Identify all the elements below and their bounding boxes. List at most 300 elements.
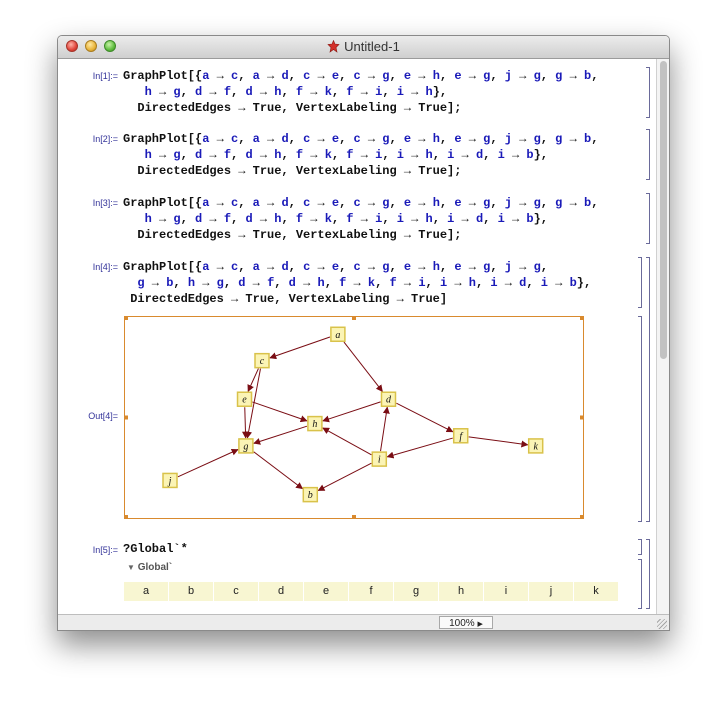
vertex-label: g: [243, 441, 249, 453]
code-variable: e: [331, 132, 340, 146]
code-token: ,: [238, 69, 253, 83]
triangle-down-icon[interactable]: ▼: [127, 563, 135, 572]
cell-label: In[1]:=: [92, 71, 118, 81]
edge-e-g: [245, 407, 246, 438]
global-symbol-f[interactable]: f: [349, 582, 394, 601]
global-symbol-c[interactable]: c: [214, 582, 259, 601]
code-token: ,: [173, 276, 188, 290]
code-token: ,: [389, 196, 404, 210]
code-token: ,: [591, 132, 599, 146]
code-token: ,: [432, 148, 448, 162]
global-symbol-j[interactable]: j: [529, 582, 574, 601]
code-token: →: [461, 69, 484, 83]
code-variable: i: [447, 212, 455, 226]
code-variable: h: [144, 85, 152, 99]
code-token: →: [259, 69, 282, 83]
vertex-f: [454, 429, 468, 443]
code-variable: j: [504, 132, 512, 146]
vertex-k: [529, 439, 543, 453]
cell-group-bracket[interactable]: [646, 257, 650, 522]
code-token: →: [259, 132, 282, 146]
code-variable: f: [267, 276, 275, 290]
code-variable: c: [231, 132, 239, 146]
code-variable: d: [475, 148, 484, 162]
code-variable: j: [504, 260, 512, 274]
code-variable: i: [396, 212, 404, 226]
code-token: →: [252, 148, 275, 162]
cell-bracket[interactable]: [646, 129, 650, 180]
code-token: ,: [281, 148, 296, 162]
code-token: ,: [483, 212, 498, 226]
code-variable: i: [375, 148, 383, 162]
code-token: DirectedEdges → True, VertexLabeling → True];: [123, 228, 462, 242]
code-token: →: [403, 85, 426, 99]
vertex-label: h: [312, 419, 318, 431]
code-token: ,: [382, 212, 397, 226]
edge-d-f: [396, 403, 452, 432]
input-cell-2[interactable]: [123, 131, 598, 179]
edge-a-d: [344, 342, 382, 391]
code-variable: g: [555, 196, 563, 210]
mathematica-document-icon: [327, 40, 340, 53]
cell-bracket[interactable]: [646, 193, 650, 244]
code-token: ,: [526, 276, 541, 290]
code-token: →: [461, 132, 484, 146]
code-variable: a: [202, 69, 210, 83]
code-token: ,: [288, 260, 304, 274]
code-variable: a: [202, 260, 210, 274]
code-variable: i: [497, 212, 505, 226]
code-token: ,: [281, 212, 296, 226]
code-variable: g: [533, 196, 541, 210]
code-variable: g: [555, 132, 563, 146]
code-variable: k: [324, 85, 332, 99]
code-token: [123, 212, 145, 226]
code-token: →: [252, 212, 275, 226]
code-token: ,: [274, 276, 289, 290]
code-token: ,: [540, 196, 556, 210]
code-token: →: [195, 276, 217, 290]
code-variable: k: [324, 148, 332, 162]
cell-bracket[interactable]: [646, 67, 650, 118]
selection-handle[interactable]: [580, 515, 584, 519]
code-token: ,: [389, 132, 404, 146]
cell-label: In[4]:=: [92, 262, 118, 272]
code-variable: g: [382, 69, 390, 83]
zoom-menu[interactable]: 100% ▶: [439, 616, 493, 629]
code-token: →: [511, 132, 534, 146]
code-token: →: [151, 148, 174, 162]
selection-handle[interactable]: [124, 515, 128, 519]
code-token: GraphPlot[{: [123, 196, 203, 210]
notebook-content[interactable]: [58, 59, 656, 614]
code-token: ,: [439, 69, 455, 83]
code-token: →: [151, 85, 174, 99]
code-token: →: [310, 69, 332, 83]
code-variable: h: [144, 148, 152, 162]
code-token: ,: [331, 148, 347, 162]
code-token: ,: [339, 196, 354, 210]
code-variable: c: [303, 196, 311, 210]
code-token: ,: [375, 276, 390, 290]
code-token: →: [303, 212, 325, 226]
code-token: →: [202, 85, 224, 99]
code-token: ,: [439, 196, 455, 210]
code-token: →: [511, 196, 534, 210]
code-variable: f: [295, 212, 304, 226]
edge-a-c: [270, 337, 330, 358]
code-variable: a: [252, 196, 260, 210]
code-token: ,: [475, 276, 491, 290]
code-token: ,: [238, 132, 253, 146]
vertex-i: [372, 452, 386, 466]
code-token: →: [209, 260, 232, 274]
code-variable: b: [166, 276, 174, 290]
vertex-label: k: [533, 441, 538, 453]
code-token: →: [310, 196, 332, 210]
code-variable: h: [187, 276, 196, 290]
code-variable: i: [439, 276, 448, 290]
code-token: [123, 85, 145, 99]
code-token: ,: [238, 196, 253, 210]
code-variable: k: [367, 276, 376, 290]
code-token: →: [310, 260, 332, 274]
code-variable: h: [432, 132, 440, 146]
code-token: →: [403, 212, 426, 226]
code-variable: d: [281, 196, 289, 210]
code-variable: k: [324, 212, 332, 226]
code-variable: f: [346, 148, 354, 162]
scrollbar-thumb[interactable]: [660, 61, 667, 359]
code-token: →: [252, 85, 275, 99]
code-token: [123, 148, 145, 162]
code-variable: b: [583, 69, 592, 83]
cell-label: In[5]:=: [92, 545, 118, 555]
code-variable: e: [403, 132, 412, 146]
global-symbol-a[interactable]: a: [124, 582, 169, 601]
code-variable: j: [504, 69, 512, 83]
code-variable: b: [526, 212, 534, 226]
code-token: →: [504, 148, 527, 162]
code-token: ,: [540, 260, 548, 274]
global-symbol-i[interactable]: i: [484, 582, 529, 601]
code-token: ,: [281, 85, 296, 99]
code-token: ,: [324, 276, 340, 290]
code-token: →: [461, 260, 484, 274]
code-token: →: [497, 276, 520, 290]
code-variable: c: [303, 132, 311, 146]
code-token: ,: [382, 85, 397, 99]
cell-bracket[interactable]: [638, 257, 642, 308]
resize-grip[interactable]: [657, 619, 667, 629]
graph-plot-output[interactable]: [124, 316, 584, 519]
global-symbols-table: [124, 582, 619, 601]
code-variable: c: [231, 69, 239, 83]
code-variable: f: [295, 148, 304, 162]
cell-label: In[3]:=: [92, 198, 118, 208]
vertex-j: [163, 473, 177, 487]
code-variable: h: [468, 276, 476, 290]
code-variable: i: [375, 85, 383, 99]
edge-f-k: [469, 437, 528, 445]
code-token: DirectedEdges → True, VertexLabeling → True];: [123, 101, 462, 115]
global-symbol-e[interactable]: e: [304, 582, 349, 601]
code-token: →: [346, 276, 368, 290]
code-variable: h: [432, 69, 440, 83]
code-token: →: [303, 148, 325, 162]
cell-bracket[interactable]: [638, 539, 642, 555]
code-variable: h: [317, 276, 325, 290]
vertex-label: i: [377, 454, 381, 466]
code-token: →: [353, 85, 376, 99]
code-token: ,: [389, 69, 404, 83]
notebook-window: [57, 35, 670, 631]
edge-j-g: [178, 450, 238, 477]
code-token: DirectedEdges → True, VertexLabeling → True]: [123, 292, 448, 306]
vertex-e: [238, 392, 252, 406]
code-token: →: [511, 69, 534, 83]
code-variable: g: [216, 276, 224, 290]
code-variable: e: [454, 260, 462, 274]
graphic-selection-frame[interactable]: [125, 317, 584, 519]
window-title: Untitled-1: [58, 39, 669, 54]
code-variable: a: [202, 132, 210, 146]
code-variable: g: [483, 132, 491, 146]
code-token: →: [360, 132, 383, 146]
code-token: →: [209, 196, 232, 210]
code-variable: d: [281, 132, 289, 146]
vertex-label: e: [242, 394, 247, 406]
code-token: →: [504, 212, 527, 226]
code-variable: b: [583, 132, 592, 146]
code-token: ,: [490, 260, 505, 274]
code-variable: c: [353, 196, 361, 210]
output-label: Out[4]=: [88, 411, 118, 421]
vertex-label: c: [259, 356, 265, 368]
code-token: ,: [339, 260, 354, 274]
code-variable: h: [425, 85, 433, 99]
code-token: ,: [180, 85, 196, 99]
code-variable: d: [238, 276, 246, 290]
code-variable: c: [303, 260, 311, 274]
code-variable: a: [252, 132, 260, 146]
code-variable: b: [569, 276, 577, 290]
code-variable: d: [195, 212, 203, 226]
code-variable: c: [353, 260, 361, 274]
code-token: →: [403, 148, 426, 162]
edge-g-b: [254, 452, 303, 489]
code-variable: a: [252, 260, 260, 274]
input-cell-4[interactable]: [123, 259, 591, 307]
code-token: },: [533, 148, 548, 162]
code-token: →: [259, 260, 282, 274]
code-variable: f: [223, 148, 232, 162]
input-cell-1[interactable]: [123, 68, 598, 116]
code-variable: f: [295, 85, 304, 99]
code-token: →: [547, 276, 570, 290]
vertical-scrollbar[interactable]: [656, 59, 670, 614]
code-token: ,: [231, 85, 246, 99]
code-variable: g: [533, 69, 541, 83]
code-token: →: [447, 276, 469, 290]
code-token: ,: [238, 260, 253, 274]
code-variable: h: [425, 148, 433, 162]
code-token: →: [259, 196, 282, 210]
code-token: →: [202, 148, 224, 162]
selection-handle[interactable]: [580, 416, 584, 420]
input-cell-3[interactable]: [123, 195, 598, 243]
code-variable: i: [540, 276, 548, 290]
global-symbol-g[interactable]: g: [394, 582, 439, 601]
global-symbol-k[interactable]: k: [574, 582, 619, 601]
code-variable: b: [526, 148, 534, 162]
code-token: },: [533, 212, 548, 226]
code-variable: d: [245, 148, 253, 162]
global-symbol-b[interactable]: b: [169, 582, 214, 601]
triangle-right-icon: ▶: [477, 621, 483, 628]
code-variable: g: [173, 148, 181, 162]
code-variable: i: [396, 148, 404, 162]
code-variable: g: [483, 69, 491, 83]
code-variable: d: [195, 85, 203, 99]
code-variable: e: [403, 69, 412, 83]
vertex-g: [239, 439, 253, 453]
code-token: →: [303, 85, 325, 99]
code-variable: g: [137, 276, 145, 290]
code-variable: h: [144, 212, 152, 226]
code-token: ,: [591, 69, 599, 83]
code-variable: i: [447, 148, 455, 162]
code-variable: g: [533, 260, 541, 274]
vertex-label: d: [386, 394, 391, 406]
edge-d-h: [323, 402, 381, 421]
code-token: →: [310, 132, 332, 146]
code-token: ,: [425, 276, 440, 290]
code-variable: g: [555, 69, 563, 83]
code-variable: d: [245, 212, 253, 226]
code-token: →: [360, 260, 383, 274]
code-token: →: [353, 148, 376, 162]
code-token: ,: [591, 196, 599, 210]
input-cell-5[interactable]: ?Global`*: [123, 542, 188, 556]
code-token: →: [360, 69, 383, 83]
code-token: },: [576, 276, 592, 290]
code-variable: f: [389, 276, 397, 290]
code-token: ,: [339, 132, 354, 146]
selection-handle[interactable]: [124, 316, 128, 320]
code-token: ,: [339, 69, 354, 83]
code-variable: d: [281, 260, 289, 274]
vertex-d: [382, 392, 396, 406]
code-variable: g: [173, 212, 181, 226]
selection-handle[interactable]: [124, 416, 128, 420]
code-variable: d: [475, 212, 484, 226]
code-variable: j: [504, 196, 512, 210]
code-variable: h: [274, 148, 282, 162]
code-variable: a: [252, 69, 260, 83]
code-variable: i: [418, 276, 426, 290]
code-token: [123, 276, 137, 290]
code-variable: h: [274, 85, 282, 99]
code-token: →: [295, 276, 318, 290]
code-token: →: [209, 132, 232, 146]
code-variable: d: [195, 148, 203, 162]
code-variable: g: [533, 132, 541, 146]
vertex-label: b: [307, 490, 313, 502]
code-variable: g: [483, 196, 491, 210]
title-bar[interactable]: [58, 36, 669, 59]
code-token: →: [245, 276, 268, 290]
code-token: ,: [439, 260, 455, 274]
code-token: GraphPlot[{: [123, 132, 203, 146]
code-variable: f: [346, 212, 354, 226]
code-variable: h: [274, 212, 282, 226]
code-token: ,: [439, 132, 455, 146]
code-variable: f: [339, 276, 347, 290]
code-variable: e: [454, 196, 462, 210]
code-token: ,: [288, 196, 304, 210]
code-token: →: [151, 212, 174, 226]
global-disclosure[interactable]: ▼ Global`: [127, 562, 173, 573]
selection-handle[interactable]: [352, 316, 356, 320]
vertex-h: [308, 417, 322, 431]
selection-handle[interactable]: [580, 316, 584, 320]
code-token: →: [511, 260, 534, 274]
code-variable: d: [519, 276, 527, 290]
code-variable: c: [303, 69, 311, 83]
code-token: ,: [540, 69, 556, 83]
code-token: ,: [490, 132, 505, 146]
code-variable: d: [281, 69, 289, 83]
code-token: →: [461, 196, 484, 210]
code-variable: e: [454, 132, 462, 146]
global-symbol-h[interactable]: h: [439, 582, 484, 601]
code-token: },: [432, 85, 448, 99]
code-token: →: [454, 212, 476, 226]
code-variable: g: [382, 132, 390, 146]
edge-e-h: [252, 402, 306, 421]
code-variable: c: [231, 260, 239, 274]
cell-bracket[interactable]: [638, 316, 642, 522]
cell-bracket[interactable]: [638, 559, 642, 609]
code-token: ,: [382, 148, 397, 162]
global-symbol-d[interactable]: d: [259, 582, 304, 601]
code-variable: b: [583, 196, 592, 210]
vertex-label: j: [168, 475, 172, 487]
code-token: DirectedEdges → True, VertexLabeling → True];: [123, 164, 462, 178]
code-token: →: [360, 196, 383, 210]
edge-i-d: [381, 407, 388, 451]
code-token: ,: [331, 85, 347, 99]
edge-f-i: [387, 438, 452, 457]
code-token: →: [209, 69, 232, 83]
code-variable: g: [382, 260, 390, 274]
selection-handle[interactable]: [352, 515, 356, 519]
code-token: ,: [540, 132, 556, 146]
status-bar: [58, 614, 669, 631]
code-token: ,: [483, 148, 498, 162]
code-token: →: [144, 276, 167, 290]
code-variable: c: [231, 196, 239, 210]
code-token: ,: [231, 148, 246, 162]
code-variable: h: [432, 260, 440, 274]
edge-i-b: [318, 463, 371, 490]
edge-h-g: [254, 426, 307, 443]
edge-i-h: [323, 428, 372, 455]
code-token: →: [353, 212, 376, 226]
code-variable: h: [432, 196, 440, 210]
cell-group-bracket[interactable]: [646, 539, 650, 609]
